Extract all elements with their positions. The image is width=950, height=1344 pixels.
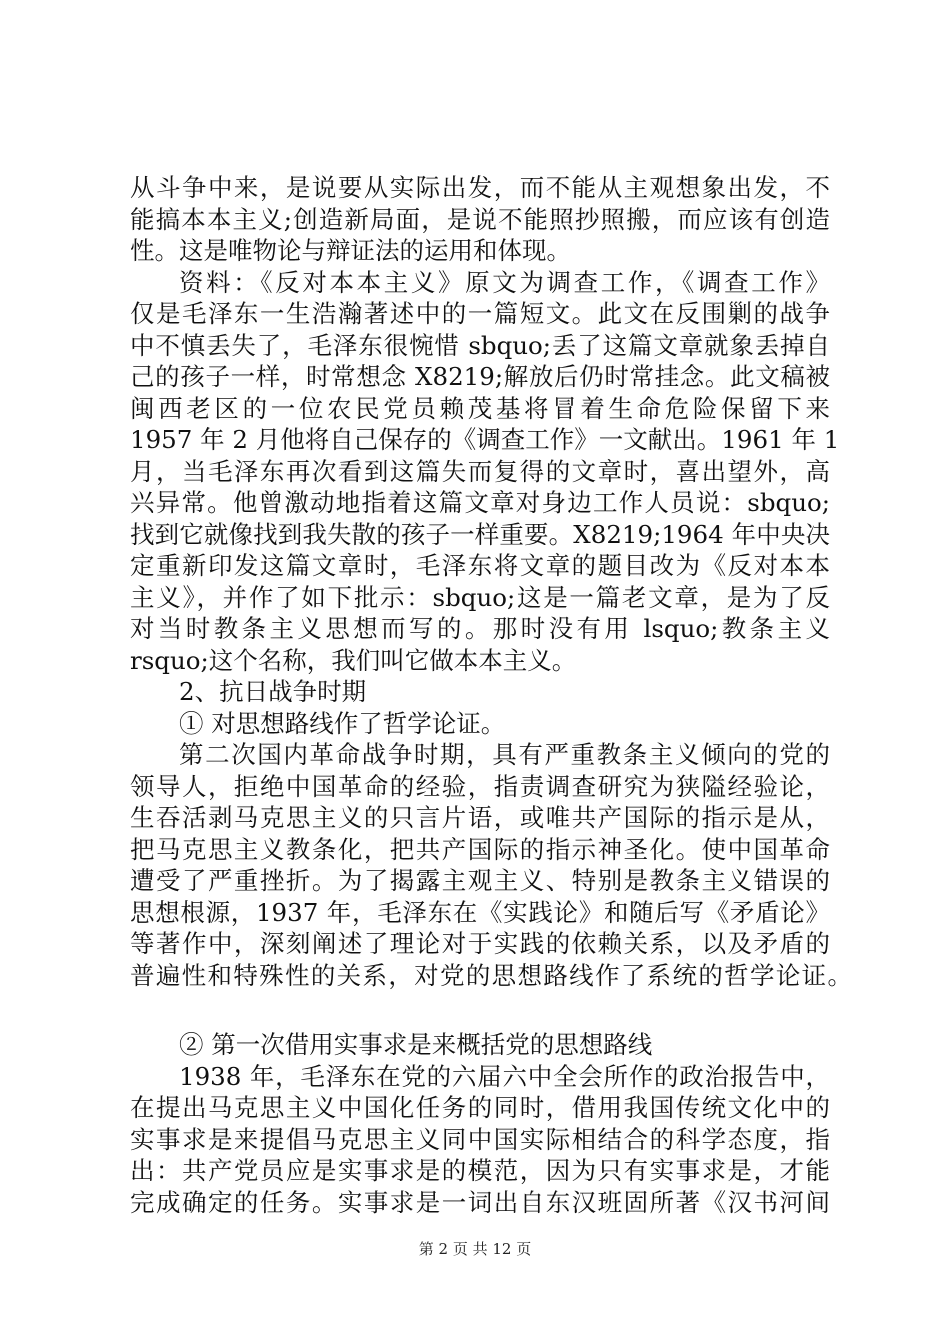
text-line: 仅是毛泽东一生浩瀚著述中的一篇短文。此文在反围剿的战争	[130, 299, 830, 328]
text-line: 把马克思主义教条化，把共产国际的指示神圣化。使中国革命	[130, 834, 830, 864]
text-line: 领导人，拒绝中国革命的经验，指责调查研究为狭隘经验论，	[130, 771, 830, 801]
text-line: rsquo;这个名称，我们叫它做本本主义。	[130, 645, 577, 675]
text-line: 思想根源，1937 年，毛泽东在《实践论》和随后写《矛盾论》	[130, 897, 830, 927]
text-line: 对当时教条主义思想而写的。那时没有用 lsquo;教条主义	[130, 614, 830, 643]
text-line: 找到它就像找到我失散的孩子一样重要。X8219;1964 年中央决	[130, 519, 830, 549]
text-line: 1957 年 2 月他将自己保存的《调查工作》一文献出。1961 年 1	[130, 425, 840, 454]
text-line: 性。这是唯物论与辩证法的运用和体现。	[130, 236, 571, 265]
text-line: 实事求是来提倡马克思主义同中国实际相结合的科学态度，指	[130, 1124, 830, 1154]
text-line: 定重新印发这篇文章时，毛泽东将文章的题目改为《反对本本	[130, 551, 830, 580]
text-line: 中不慎丢失了，毛泽东很惋惜 sbquo;丢了这篇文章就象丢掉自	[130, 330, 830, 360]
text-line: 能搞本本主义;创造新局面，是说不能照抄照搬，而应该有创造	[130, 204, 830, 234]
text-line: 主义》，并作了如下批示：sbquo;这是一篇老文章，是为了反	[130, 582, 830, 612]
section-heading: 2、抗日战争时期	[179, 677, 367, 706]
text-line: 兴异常。他曾激动地指着这篇文章对身边工作人员说：sbquo;	[130, 488, 830, 517]
text-line: 生吞活剥马克思主义的只言片语，或唯共产国际的指示是从，	[130, 803, 830, 832]
text-line: 己的孩子一样，时常想念 X8219;解放后仍时常挂念。此文稿被	[130, 362, 830, 391]
text-line: 完成确定的任务。实事求是一词出自东汉班固所著《汉书河间	[130, 1187, 830, 1217]
text-line: 在提出马克思主义中国化任务的同时，借用我国传统文化中的	[130, 1093, 830, 1122]
text-line: 闽西老区的一位农民党员赖茂基将冒着生命危险保留下来	[130, 393, 830, 423]
page-number-footer: 第 2 页 共 12 页	[418, 1240, 532, 1258]
text-line: 等著作中，深刻阐述了理论对于实践的依赖关系，以及矛盾的	[130, 929, 830, 958]
text-line: 从斗争中来，是说要从实际出发，而不能从主观想象出发，不	[130, 173, 830, 202]
text-line: 月，当毛泽东再次看到这篇失而复得的文章时，喜出望外，高	[130, 456, 830, 486]
text-line: 遭受了严重挫折。为了揭露主观主义、特别是教条主义错误的	[130, 866, 830, 895]
document-body	[130, 172, 852, 1218]
paragraph-start-line: 资料：《反对本本主义》原文为调查工作，《调查工作》	[179, 267, 830, 297]
text-line: 普遍性和特殊性的关系，对党的思想路线作了系统的哲学论证。	[130, 960, 852, 990]
subsection-heading: ② 第一次借用实事求是来概括党的思想路线	[179, 1030, 653, 1059]
paragraph-gap	[130, 991, 830, 1029]
text-line: 出：共产党员应是实事求是的模范，因为只有实事求是，才能	[130, 1156, 830, 1185]
subsection-heading: ① 对思想路线作了哲学论证。	[179, 708, 506, 738]
paragraph-start-line: 第二次国内革命战争时期，具有严重教条主义倾向的党的	[179, 740, 830, 769]
paragraph-start-line: 1938 年，毛泽东在党的六届六中全会所作的政治报告中，	[179, 1061, 830, 1091]
